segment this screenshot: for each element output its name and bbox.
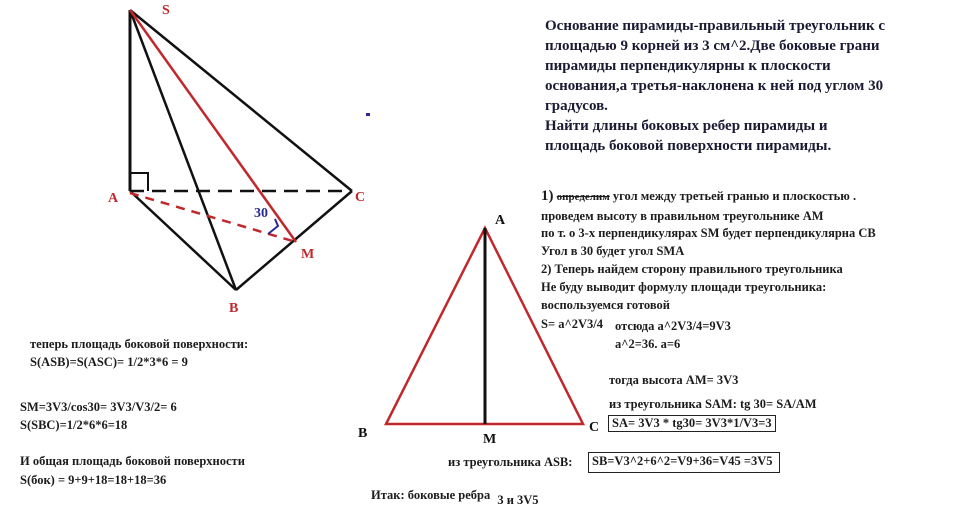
asb-label: из треугольника ASB: (448, 455, 573, 469)
pyramid-figure (108, 3, 370, 316)
problem-line: Основание пирамиды-правильный треугольник с (545, 18, 886, 34)
edge-AB (130, 191, 236, 290)
result-value: 3 и 3V5 (497, 493, 539, 507)
label-M: M (301, 247, 315, 262)
label-S: S (162, 3, 170, 18)
problem-statement (545, 16, 945, 156)
solution-line: воспользуемся готовой (541, 298, 670, 312)
stray-dot (366, 113, 370, 116)
problem-line: основания,а третья-наклонена к ней под углом 30 (545, 78, 884, 94)
solution-step1 (541, 188, 856, 205)
total-area: S(бок) = 9+9+18=18+18=36 (20, 473, 167, 487)
step1-struck-word: определим (556, 191, 610, 203)
sm-length: SM=3V3/cos30= 3V3/V3/2= 6 (20, 400, 177, 414)
problem-line: площадь боковой поверхности пирамиды. (545, 138, 832, 154)
solution-line: по т. о 3-х перпендикулярах SM будет перпендикулярна CB (541, 226, 876, 240)
label-C: C (355, 190, 366, 205)
area-sbc: S(SBC)=1/2*6*6=18 (20, 418, 128, 432)
sb-result: SB=V3^2+6^2=V9+36=V45 =3V5 (588, 452, 780, 473)
height-AM-hidden (130, 193, 296, 242)
right-angle-mark (130, 173, 148, 191)
lateral-area-title: теперь площадь боковой поверхности: (30, 337, 249, 351)
result-label (371, 488, 539, 507)
solution-line: Угол в 30 будет угол SMA (541, 244, 685, 258)
total-area-title: И общая площадь боковой поверхности (20, 454, 245, 468)
tri-label-A: A (495, 213, 506, 228)
tri-label-C: C (589, 420, 600, 435)
problem-line: пирамиды перпендикулярны к плоскости (545, 58, 831, 74)
tri-label-B: B (358, 426, 368, 441)
sa-result: SA= 3V3 * tg30= 3V3*1/V3=3 (608, 415, 776, 432)
problem-line: Найти длины боковых ребер пирамиды и (545, 118, 828, 134)
solution-line: проведем высоту в правильном треугольнике AM (541, 209, 824, 223)
step1-text: угол между третьей гранью и плоскостью . (612, 189, 857, 203)
height-am: тогда высота AM= 3V3 (609, 373, 739, 387)
label-B: B (229, 301, 239, 316)
problem-line: площадью 9 корней из 3 см^2.Две боковые грани (545, 38, 880, 54)
problem-line: градусов. (545, 98, 608, 114)
solution-line: Не буду выводит формулу площади треугольника: (541, 280, 827, 294)
solution-line: 2) Теперь найдем сторону правильного треугольника (541, 262, 843, 276)
triangle-sam: из треугольника SAM: tg 30= SA/AM (609, 397, 817, 411)
area-asb-asc: S(ASB)=S(ASC)= 1/2*3*6 = 9 (30, 355, 188, 369)
result-label-text: Итак: боковые ребра (371, 488, 491, 502)
angle-label: 30 (254, 206, 268, 221)
angle-arc (268, 219, 278, 234)
area-formula: S= a^2V3/4 (541, 317, 603, 331)
label-A: A (108, 191, 119, 206)
step1-number: 1) (541, 188, 554, 204)
derive-2: a^2=36. a=6 (615, 337, 681, 351)
derive-1: отсюда a^2V3/4=9V3 (615, 319, 731, 333)
tri-label-M: M (483, 432, 497, 447)
